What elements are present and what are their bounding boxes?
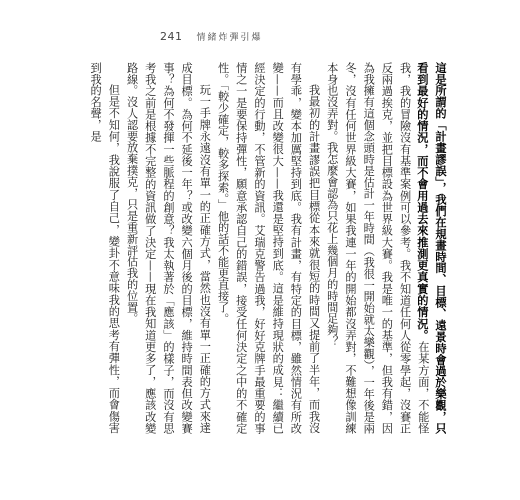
book-title: 情緒炸彈引爆 (196, 33, 263, 43)
running-head (160, 30, 263, 43)
paragraph-1 (323, 62, 450, 434)
body-text (89, 62, 450, 434)
paragraph-2: 我最初的計畫謬誤把目標從本來就很短的時間又提前了半年，而我沒有學乖，變本加厲堅持到底。我有計畫，有特定的目標，雖然情況有所改變——而且改變很大——我還是堅持到底。這是維持現狀的成見：繼續已經決定的行動，不管新的資訊。艾瑞克警告過我，好好克牌手最重要的事情之一是要保持彈性，願意承認自己的錯誤，接受任何決定之中的不確定性。「較少確定，較多探索。」他的話不能更直接了。 (216, 62, 321, 434)
paragraph-4: 但是不知何，我說服了自己，變卦不意味我的思考有彈性，而會傷害到我的名聲，是 (89, 62, 121, 434)
page-number: 241 (160, 30, 183, 43)
paragraph-1-continuation: 在某方面，不能怪我，我的冒險沒有基準案例可以參考。我不知道任何人從零學起，沒賽正反兩過挨克，並把目標設為世界級大賽。我是唯一的基準，但我有錯，因為我擁有這個念頭時是估計一年時間（我很一開始就太樂觀），一年後是兩冬，沒有任何世界級大賽，如果我連一年的開始都沒弄對，不難想像訓練本身也沒弄對。我怎麼會認為只花上幾個月的時間足夠？ (325, 62, 430, 434)
paragraph-1-emphasis: 這是所謂的「計畫謬誤」，我們在規畫時間、目標、遠景時會過於樂觀，只看到最好的情況，而不會用過去來推測更真實的情況。 (415, 62, 448, 434)
paragraph-3: 玩一手牌永遠沒有單一的正確方式，當然也沒有單一正確的方式來達成目標。為何不延後一年？或改變六個月後的目標，維持時間表但改變賽事？為何不發揮一些脈程的創意？我太執著於「應該」的樣子，而沒有思考我之前是根據不完整的資訊做了決定——現在我知道更多了，應該改變路線。沒人認要放棄撲克，只是重新評估我的位置。 (125, 62, 212, 434)
